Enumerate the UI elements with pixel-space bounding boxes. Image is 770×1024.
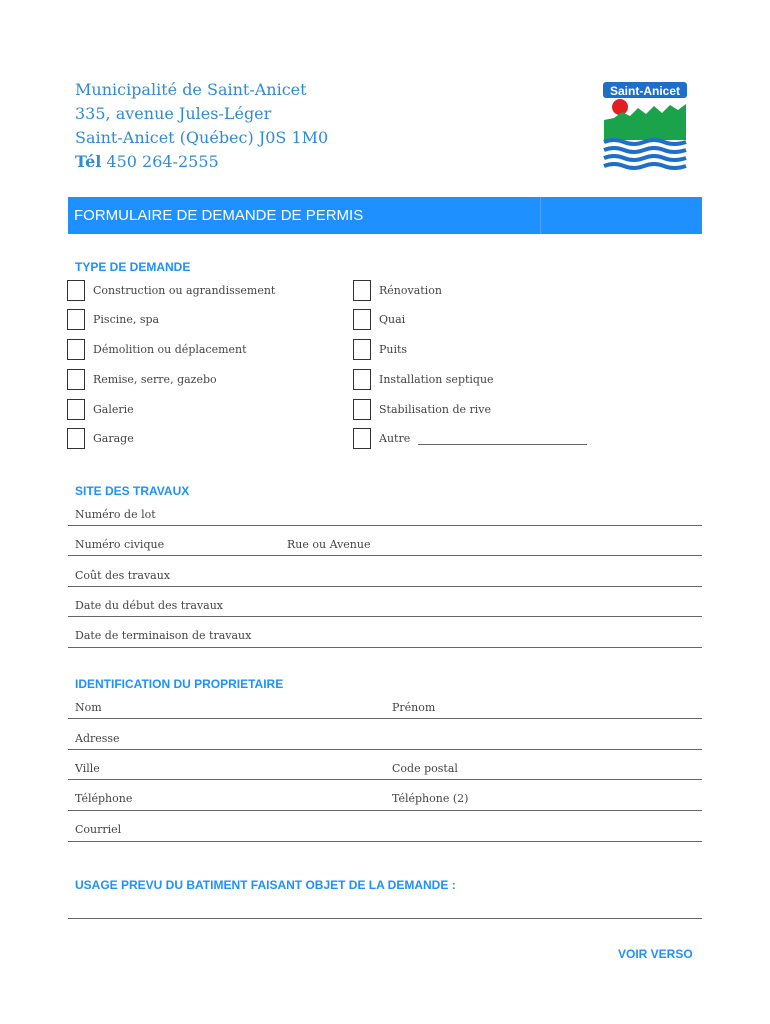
field-cout-travaux[interactable] [68, 586, 702, 587]
municipality-name: Municipalité de Saint-Anicet [75, 80, 307, 99]
label-nom: Nom [75, 701, 102, 714]
label-piscine: Piscine, spa [93, 313, 160, 326]
label-galerie: Galerie [93, 403, 134, 416]
field-ville-code-postal[interactable] [68, 779, 702, 780]
checkbox-puits[interactable] [353, 339, 371, 360]
phone-number: 450 264-2555 [106, 152, 219, 171]
label-puits: Puits [379, 343, 408, 356]
checkbox-renovation[interactable] [353, 280, 371, 301]
address-street: 335, avenue Jules-Léger [75, 104, 272, 123]
label-courriel: Courriel [75, 823, 122, 836]
label-adresse: Adresse [75, 732, 120, 745]
field-courriel[interactable] [68, 841, 702, 842]
checkbox-autre[interactable] [353, 428, 371, 449]
label-stabilisation-rive: Stabilisation de rive [379, 403, 492, 416]
field-date-fin[interactable] [68, 647, 702, 648]
checkbox-demolition[interactable] [67, 339, 85, 360]
checkbox-galerie[interactable] [67, 399, 85, 420]
checkbox-construction[interactable] [67, 280, 85, 301]
autre-text-field[interactable] [418, 444, 587, 445]
logo-text: Saint-Anicet [609, 84, 681, 98]
label-renovation: Rénovation [379, 284, 442, 297]
checkbox-garage[interactable] [67, 428, 85, 449]
section-usage-heading: USAGE PREVU DU BATIMENT FAISANT OBJET DE LA DEMANDE : [75, 878, 456, 892]
label-prenom: Prénom [392, 701, 436, 714]
label-numero-lot: Numéro de lot [75, 508, 156, 521]
label-ville: Ville [75, 762, 100, 775]
checkbox-stabilisation-rive[interactable] [353, 399, 371, 420]
phone-label: Tél [75, 152, 102, 171]
field-nom-prenom[interactable] [68, 718, 702, 719]
checkbox-installation-septique[interactable] [353, 369, 371, 390]
label-numero-civique: Numéro civique [75, 538, 165, 551]
label-date-fin: Date de terminaison de travaux [75, 629, 252, 642]
label-installation-septique: Installation septique [379, 373, 494, 386]
form-title: FORMULAIRE DE DEMANDE DE PERMIS [74, 207, 364, 224]
label-date-debut: Date du début des travaux [75, 599, 224, 612]
label-remise: Remise, serre, gazebo [93, 373, 217, 386]
label-telephone-2: Téléphone (2) [392, 792, 469, 805]
field-numero-lot[interactable] [68, 525, 702, 526]
field-numero-civique-rue[interactable] [68, 555, 702, 556]
voir-verso-label: VOIR VERSO [618, 947, 693, 961]
checkbox-quai[interactable] [353, 309, 371, 330]
section-type-demande-heading: TYPE DE DEMANDE [75, 260, 191, 274]
saint-anicet-logo [602, 80, 688, 172]
field-telephones[interactable] [68, 810, 702, 811]
label-telephone: Téléphone [75, 792, 133, 805]
label-quai: Quai [379, 313, 406, 326]
label-rue-avenue: Rue ou Avenue [287, 538, 371, 551]
checkbox-piscine[interactable] [67, 309, 85, 330]
phone-line [75, 152, 219, 171]
label-autre: Autre [379, 432, 411, 445]
field-adresse[interactable] [68, 749, 702, 750]
label-garage: Garage [93, 432, 134, 445]
checkbox-remise[interactable] [67, 369, 85, 390]
form-title-bar [68, 197, 702, 234]
address-city: Saint-Anicet (Québec) J0S 1M0 [75, 128, 329, 147]
section-proprietaire-heading: IDENTIFICATION DU PROPRIETAIRE [75, 677, 284, 691]
label-construction: Construction ou agrandissement [93, 284, 276, 297]
label-cout-travaux: Coût des travaux [75, 569, 171, 582]
section-site-heading: SITE DES TRAVAUX [75, 484, 190, 498]
label-code-postal: Code postal [392, 762, 458, 775]
label-demolition: Démolition ou déplacement [93, 343, 247, 356]
field-usage[interactable] [68, 918, 702, 919]
field-date-debut[interactable] [68, 616, 702, 617]
